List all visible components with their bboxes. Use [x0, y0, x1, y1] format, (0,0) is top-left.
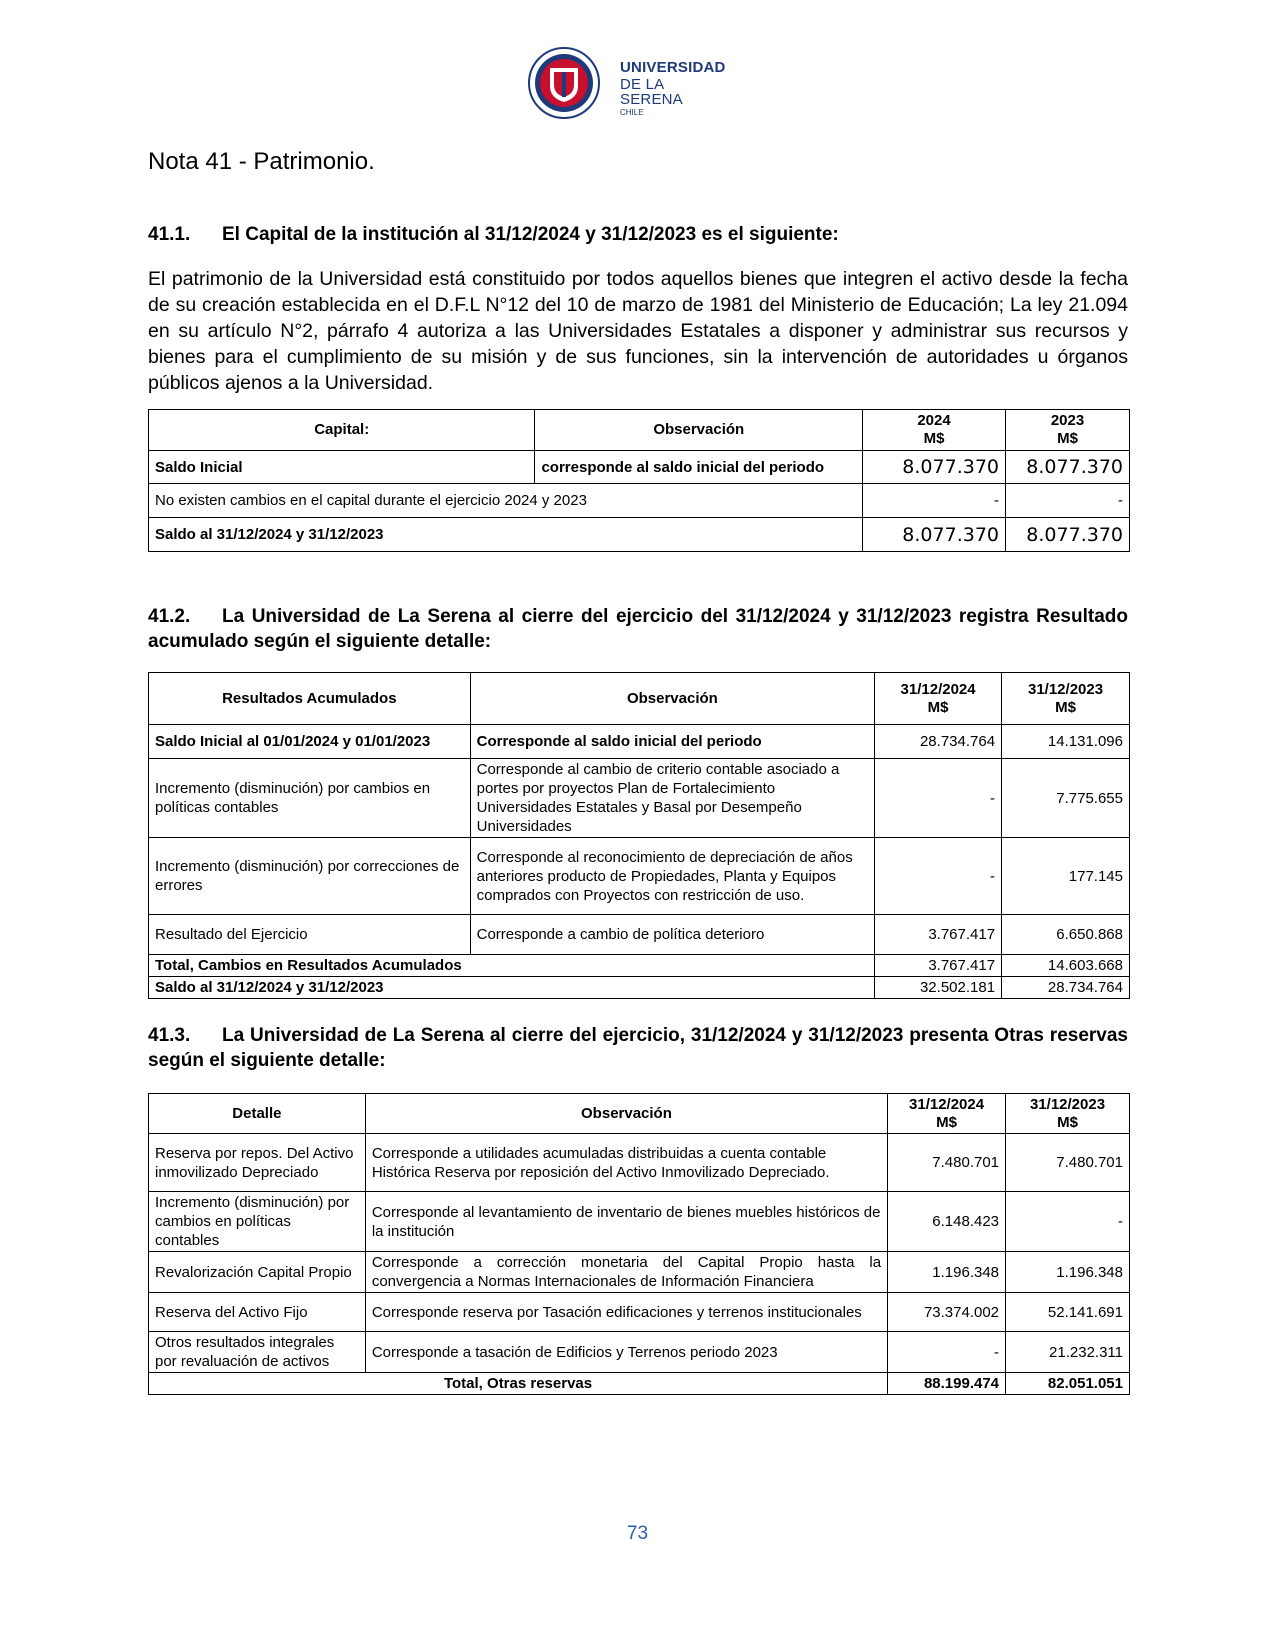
- section-heading-41-1: [148, 222, 1128, 247]
- table-row: [149, 725, 1130, 759]
- row-label: Incremento (disminución) por correcciones de errores: [149, 838, 471, 915]
- row-label: Incremento (disminución) por cambios en políticas contables: [149, 759, 471, 838]
- value-2023: 7.775.655: [1002, 759, 1130, 838]
- row-label: Otros resultados integrales por revaluación de activos: [149, 1332, 366, 1373]
- row-observation: Corresponde al cambio de criterio contable asociado a portes por proyectos Plan de Fortalecimiento Universidades Estatales y Basal por Desempeño Universidades: [470, 759, 875, 838]
- header-2024: 2024 M$: [863, 410, 1006, 451]
- header-observacion: Observación: [535, 410, 863, 451]
- table-row: [149, 484, 1130, 518]
- header-observacion: Observación: [470, 673, 875, 725]
- value-2023: 14.131.096: [1002, 725, 1130, 759]
- university-seal-icon: [518, 46, 610, 120]
- value-2023: 21.232.311: [1006, 1332, 1130, 1373]
- row-observation: Corresponde a utilidades acumuladas distribuidas a cuenta contable Histórica Reserva por reposición del Activo Inmovilizado Depreciado.: [365, 1134, 887, 1192]
- value-2023: 7.480.701: [1006, 1134, 1130, 1192]
- value-2024: 3.767.417: [875, 915, 1002, 955]
- value-2024: 7.480.701: [888, 1134, 1006, 1192]
- table-row: [149, 915, 1130, 955]
- value-2023: 6.650.868: [1002, 915, 1130, 955]
- table-row: [149, 1192, 1130, 1252]
- value-2023: 8.077.370: [1006, 518, 1130, 552]
- value-2023: 82.051.051: [1006, 1373, 1130, 1395]
- section-heading-41-2: [148, 604, 1128, 654]
- section-number: 41.3.: [148, 1025, 191, 1046]
- row-observation: Corresponde reserva por Tasación edificaciones y terrenos institucionales: [365, 1293, 887, 1332]
- value-2023: -: [1006, 484, 1130, 518]
- row-observation: corresponde al saldo inicial del periodo: [535, 451, 863, 484]
- table-row: [149, 759, 1130, 838]
- value-2023: 1.196.348: [1006, 1252, 1130, 1293]
- table-total-row: [149, 977, 1130, 999]
- value-2023: 14.603.668: [1002, 955, 1130, 977]
- row-label: Saldo Inicial al 01/01/2024 y 01/01/2023: [149, 725, 471, 759]
- table-row: [149, 1252, 1130, 1293]
- logo-line-2: DE LA SERENA: [620, 76, 683, 108]
- row-observation: Corresponde al saldo inicial del periodo: [470, 725, 875, 759]
- otras-reservas-table: [148, 1093, 1130, 1395]
- header-2023: 2023 M$: [1006, 410, 1130, 451]
- row-label: Reserva por repos. Del Activo inmovilizado Depreciado: [149, 1134, 366, 1192]
- table-total-row: [149, 955, 1130, 977]
- row-observation: Corresponde al levantamiento de inventario de bienes muebles históricos de la institución: [365, 1192, 887, 1252]
- value-2024: 28.734.764: [875, 725, 1002, 759]
- header-detalle: Detalle: [149, 1094, 366, 1134]
- row-observation: Corresponde al reconocimiento de depreciación de años anteriores producto de Propiedades, Planta y Equipos comprados con Proyectos con restricción de uso.: [470, 838, 875, 915]
- logo-line-3: CHILE: [620, 108, 644, 117]
- page-number: 73: [626, 1523, 649, 1544]
- header-resultados: Resultados Acumulados: [149, 673, 471, 725]
- value-2024: 6.148.423: [888, 1192, 1006, 1252]
- page-title: Nota 41 - Patrimonio.: [148, 148, 375, 175]
- university-logo: [518, 46, 726, 120]
- value-2023: 177.145: [1002, 838, 1130, 915]
- value-2023: 8.077.370: [1006, 451, 1130, 484]
- section-number: 41.1.: [148, 224, 191, 245]
- value-2024: 8.077.370: [863, 451, 1006, 484]
- value-2024: -: [875, 759, 1002, 838]
- resultados-table: [148, 672, 1130, 999]
- row-observation: Corresponde a corrección monetaria del Capital Propio hasta la convergencia a Normas Internacionales de Información Financiera: [365, 1252, 887, 1293]
- section-heading-text: La Universidad de La Serena al cierre del ejercicio del 31/12/2024 y 31/12/2023 registra Resultado acumulado según el siguiente detalle:: [148, 606, 1128, 652]
- value-2024: -: [888, 1332, 1006, 1373]
- table-total-row: [149, 518, 1130, 552]
- row-label: Incremento (disminución) por cambios en políticas contables: [149, 1192, 366, 1252]
- value-2024: 3.767.417: [875, 955, 1002, 977]
- table-header-row: [149, 1094, 1130, 1134]
- row-observation: Corresponde a tasación de Edificios y Terrenos periodo 2023: [365, 1332, 887, 1373]
- row-observation: Corresponde a cambio de política deterioro: [470, 915, 875, 955]
- value-2024: 8.077.370: [863, 518, 1006, 552]
- section-heading-41-3: [148, 1023, 1128, 1073]
- header-2023: 31/12/2023 M$: [1006, 1094, 1130, 1134]
- value-2024: 88.199.474: [888, 1373, 1006, 1395]
- row-label: Total, Cambios en Resultados Acumulados: [149, 955, 875, 977]
- section-heading-text: La Universidad de La Serena al cierre del ejercicio, 31/12/2024 y 31/12/2023 presenta Otras reservas según el siguiente detalle:: [148, 1025, 1128, 1071]
- table-row: [149, 1134, 1130, 1192]
- row-label: Saldo al 31/12/2024 y 31/12/2023: [149, 518, 863, 552]
- table-header-row: [149, 673, 1130, 725]
- header-capital: Capital:: [149, 410, 535, 451]
- table-header-row: [149, 410, 1130, 451]
- table-row: [149, 1332, 1130, 1373]
- value-2024: -: [875, 838, 1002, 915]
- header-2024: 31/12/2024 M$: [888, 1094, 1006, 1134]
- row-label: No existen cambios en el capital durante el ejercicio 2024 y 2023: [149, 484, 863, 518]
- row-label: Total, Otras reservas: [149, 1373, 888, 1395]
- table-row: [149, 451, 1130, 484]
- body-paragraph: El patrimonio de la Universidad está constituido por todos aquellos bienes que integren el activo desde la fecha de su creación establecida en el D.F.L N°12 del 10 de marzo de 1981 del Ministerio de Educación; La ley 21.094 en su artículo N°2, párrafo 4 autoriza a las Universidades Estatales a disponer y administrar sus recursos y bienes para el cumplimiento de su misión y de sus funciones, sin la intervención de autoridades u órganos públicos ajenos a la Universidad.: [148, 268, 1128, 394]
- value-2024: 73.374.002: [888, 1293, 1006, 1332]
- value-2024: 32.502.181: [875, 977, 1002, 999]
- row-label: Resultado del Ejercicio: [149, 915, 471, 955]
- header-2024: 31/12/2024 M$: [875, 673, 1002, 725]
- value-2023: 28.734.764: [1002, 977, 1130, 999]
- table-row: [149, 1293, 1130, 1332]
- row-label: Reserva del Activo Fijo: [149, 1293, 366, 1332]
- row-label: Saldo Inicial: [149, 451, 535, 484]
- table-row: [149, 838, 1130, 915]
- header-2023: 31/12/2023 M$: [1002, 673, 1130, 725]
- logo-line-1: UNIVERSIDAD: [620, 59, 726, 76]
- section-heading-text: El Capital de la institución al 31/12/2024 y 31/12/2023 es el siguiente:: [222, 224, 839, 245]
- row-label: Revalorización Capital Propio: [149, 1252, 366, 1293]
- value-2023: 52.141.691: [1006, 1293, 1130, 1332]
- value-2024: -: [863, 484, 1006, 518]
- row-label: Saldo al 31/12/2024 y 31/12/2023: [149, 977, 875, 999]
- section-number: 41.2.: [148, 606, 191, 627]
- value-2023: -: [1006, 1192, 1130, 1252]
- header-observacion: Observación: [365, 1094, 887, 1134]
- value-2024: 1.196.348: [888, 1252, 1006, 1293]
- table-total-row: [149, 1373, 1130, 1395]
- capital-table: [148, 409, 1130, 552]
